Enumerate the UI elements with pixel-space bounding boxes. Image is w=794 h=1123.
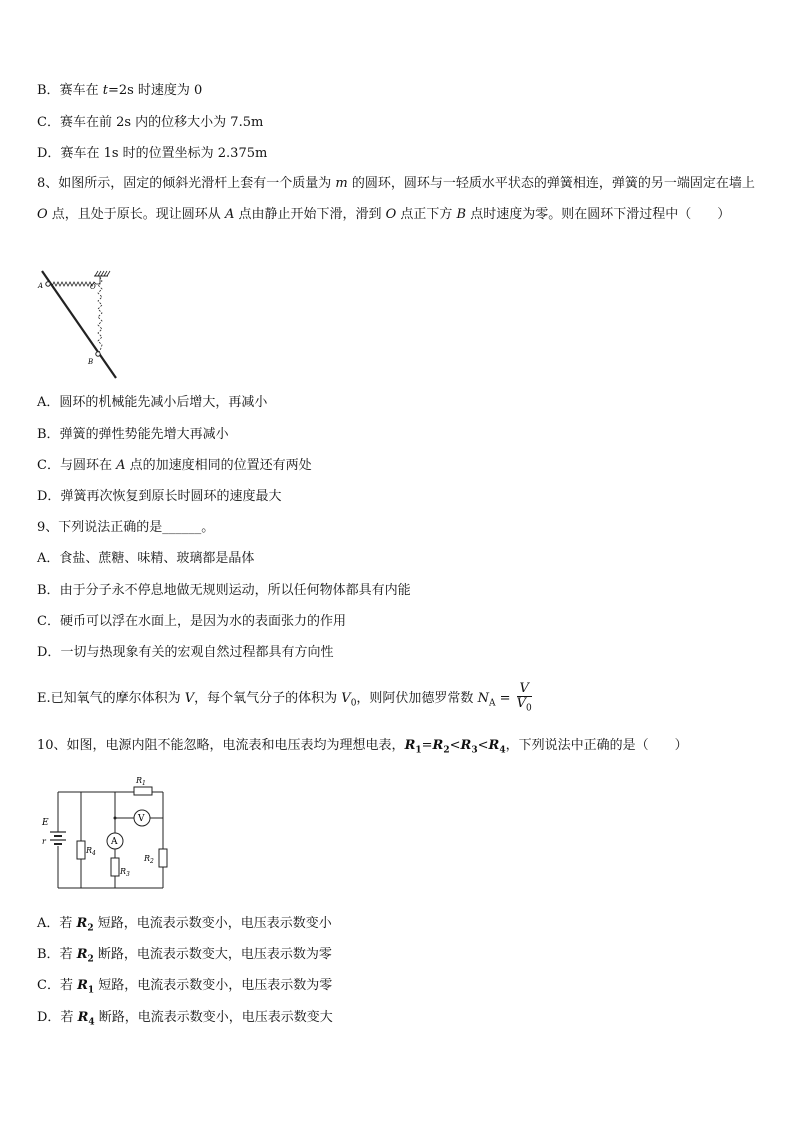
- avogadro-symbol: N: [477, 691, 489, 706]
- q8-option-a: A．圆环的机械能先减小后增大，再减小: [37, 395, 268, 410]
- vertical-spring-dashed: [98, 277, 102, 353]
- q10-option-b: B．若 $R_2$ 断路，电流表示数变大，电压表示数为零: [37, 947, 332, 965]
- q9-option-a: A．食盐、蔗糖、味精、玻璃都是晶体: [37, 551, 255, 566]
- q9-option-d: D．一切与热现象有关的宏观自然过程都具有方向性: [37, 645, 334, 660]
- inclined-rod: [42, 271, 116, 378]
- ring-at-b: [96, 352, 100, 356]
- resistor-r3: [111, 858, 119, 876]
- q9-option-c: C．硬币可以浮在水面上，是因为水的表面张力的作用: [37, 614, 346, 629]
- resistor-r2: [159, 849, 167, 867]
- label-r: r: [42, 837, 46, 846]
- label-o: O: [90, 283, 96, 291]
- q10-option-a: A．若 $R_2$ 短路，电流表示数变小，电压表示数变小: [37, 916, 332, 934]
- label-r4: $R_4$: [86, 846, 96, 857]
- label-ammeter: A: [111, 837, 118, 847]
- resistor-r4: [77, 841, 85, 859]
- q8-question: 8、如图所示，固定的倾斜光滑杆上套有一个质量为 m 的圆环，圆环与一轻质水平状态的弹簧相连，弹簧的另一端固定在墙上 O 点，且处于原长。现让圆环从 A 点由静止开始下滑，滑到 O 点正下方 B 点时速度为零。则在圆环下滑过程中（ ）: [37, 176, 755, 222]
- q7-option-c: C．赛车在前 2s 内的位移大小为 7.5m: [37, 115, 264, 130]
- ring-at-a: [46, 282, 50, 286]
- q9-question: 9、下列说法正确的是______。: [37, 520, 215, 535]
- q10-circuit-figure: [38, 770, 173, 895]
- q7-option-d: D．赛车在 1s 时的位置坐标为 2.375m: [37, 146, 268, 161]
- q9-option-b: B．由于分子永不停息地做无规则运动，所以任何物体都具有内能: [37, 583, 411, 598]
- formula-fraction: $\frac{V}{V_0}$: [516, 680, 532, 714]
- q7-option-b: B．赛车在 t=2s 时速度为 0: [37, 83, 203, 98]
- q9-option-e: E.已知氧气的摩尔体积为 V，每个氧气分子的体积为 $V_0$，则阿伏加德罗常数 $N_A$ = $\frac{V}{V_0}$: [37, 680, 532, 714]
- q10-option-c: C．若 $R_1$ 短路，电流表示数变小，电压表示数为零: [37, 978, 333, 996]
- label-r2: $R_2$: [144, 854, 154, 865]
- label-b: B: [88, 358, 94, 366]
- wall-hatch: [95, 271, 110, 276]
- resistor-r1: [134, 787, 152, 795]
- q10-option-d: D．若 $R_4$ 断路，电流表示数变小，电压表示数变大: [37, 1010, 333, 1028]
- q8-option-c: C．与圆环在 A 点的加速度相同的位置还有两处: [37, 458, 312, 473]
- q8-figure: [36, 265, 122, 383]
- label-r1: $R_1$: [136, 776, 146, 787]
- q10-question: 10、如图，电源内阻不能忽略，电流表和电压表均为理想电表，$R_1=R_2<R_3<R_4$，下列说法中正确的是（ ）: [37, 738, 688, 756]
- label-e: E: [42, 818, 49, 828]
- label-a: A: [38, 282, 44, 290]
- label-r3: $R_3$: [120, 867, 130, 878]
- q8-option-b: B．弹簧的弹性势能先增大再减小: [37, 427, 229, 442]
- label-voltmeter: V: [138, 814, 145, 824]
- q8-option-d: D．弹簧再次恢复到原长时圆环的速度最大: [37, 489, 282, 504]
